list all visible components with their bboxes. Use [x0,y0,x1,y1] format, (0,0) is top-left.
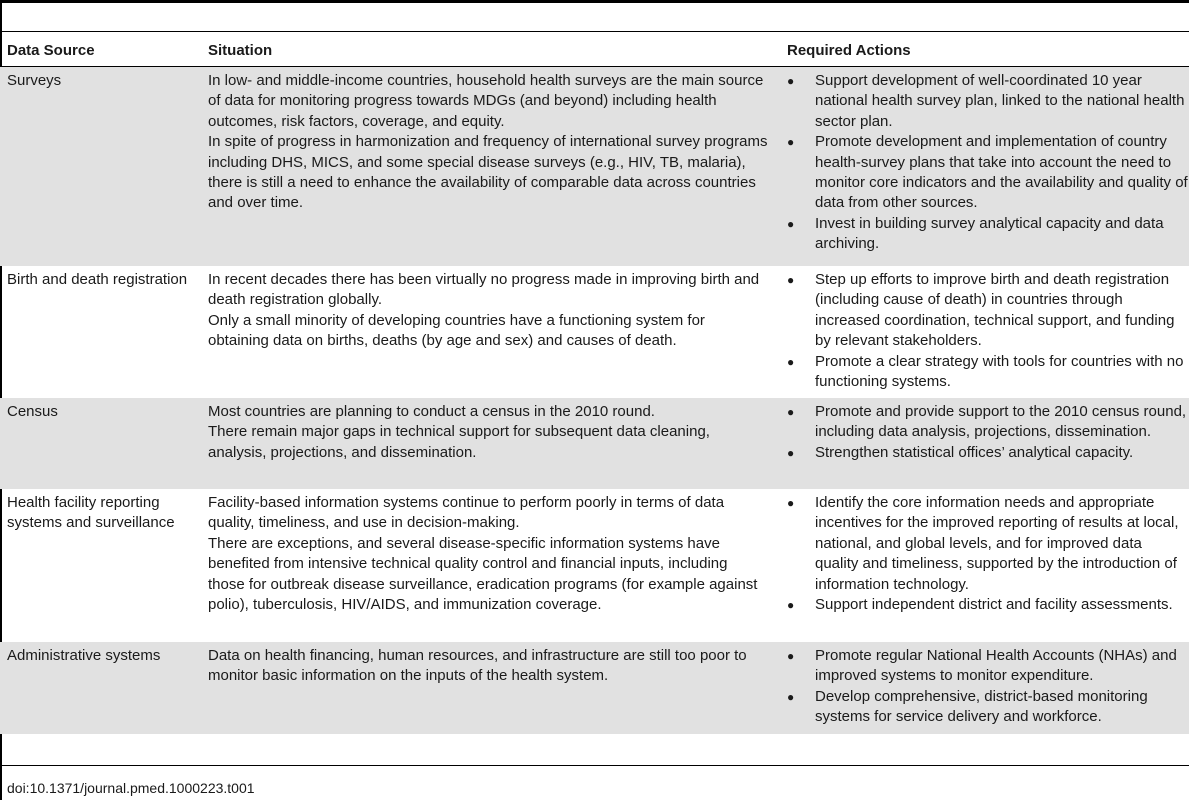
action-text: Identify the core information needs and appropriate incentives for the improved reporting of results at local, national, and global levels, and for improved data quality and timeliness, supported by the introduction of information technology. [815,494,1179,593]
situation-paragraph: There are exceptions, and several disease-specific information systems have benefited from intensive technical quality control and financial inputs, including those for outbreak disease surveillance, eradication programs (for example against polio), tuberculosis, HIV/AIDS, and immunization coverage. [208,534,758,614]
bottom-rule [0,765,1189,766]
action-text: Invest in building survey analytical capacity and data archiving. [815,214,1164,253]
action-item [787,687,1189,728]
bullet-icon: ● [787,689,795,704]
bullet-icon: ● [787,649,795,663]
situation-paragraph: Only a small minority of developing countries have a functioning system for obtaining data on births, deaths (by age and sex) and causes of death. [208,311,705,350]
actions-list [787,493,1189,615]
top-rule [0,0,1189,3]
action-text: Promote a clear strategy with tools for countries with no functioning systems. [815,352,1184,391]
action-item [787,270,1189,352]
action-item [787,352,1189,393]
action-item [787,595,1189,615]
bullet-icon: ● [787,598,795,613]
action-text: Support independent district and facility assessments. [815,596,1173,614]
bullet-icon: ● [787,445,795,460]
actions-list [787,402,1189,463]
data-source-cell: Census [7,403,58,420]
action-item [787,132,1189,214]
action-item [787,214,1189,255]
table-row [0,398,1189,489]
action-item [787,493,1189,595]
data-source-cell: Surveys [7,72,62,89]
data-source-cell: Administrative systems [7,647,161,664]
bullet-icon: ● [787,496,795,510]
required-actions-cell [787,270,1189,392]
data-source-cell: Health facility reporting systems and surveillance [7,494,175,532]
situation-cell [208,493,768,615]
action-item [787,443,1189,463]
bullet-icon: ● [787,74,795,88]
action-text: Develop comprehensive, district-based monitoring systems for service delivery and workforce. [815,687,1148,726]
action-text: Promote regular National Health Accounts (NHAs) and improved systems to monitor expenditure. [815,647,1177,685]
table-row [0,266,1189,398]
actions-list [787,270,1189,392]
situation-paragraph: Most countries are planning to conduct a census in the 2010 round. [208,403,655,420]
bullet-icon: ● [787,354,795,369]
required-actions-cell [787,402,1189,463]
situation-cell [208,71,768,214]
table-row [0,489,1189,642]
data-source-cell: Birth and death registration [7,271,188,288]
action-item [787,646,1189,687]
action-text: Promote development and implementation of country health-survey plans that take into account the need to monitor core indicators and the availability and quality of data from other sources. [815,133,1188,212]
situation-paragraph: Data on health financing, human resources, and infrastructure are still too poor to monitor basic information on the inputs of the health system. [208,647,747,685]
situation-paragraph: Facility-based information systems continue to perform poorly in terms of data quality, timeliness, and use in decision-making. [208,494,725,532]
bullet-icon: ● [787,216,795,231]
situation-cell [208,402,768,463]
action-text: Strengthen statistical offices’ analytical capacity. [815,443,1134,461]
header-required-actions: Required Actions [787,42,911,59]
situation-paragraph: There remain major gaps in technical support for subsequent data cleaning, analysis, projections, and dissemination. [208,423,710,461]
bullet-icon: ● [787,405,795,419]
action-item [787,402,1189,443]
actions-list [787,71,1189,255]
footer-doi[interactable]: doi:10.1371/journal.pmed.1000223.t001 [7,780,255,796]
situation-cell [208,646,768,687]
situation-paragraph: In spite of progress in harmonization and frequency of international survey programs including DHS, MICS, and some special disease surveys (e.g., HIV, TB, malaria), there is still a need to enhance the availability of comparable data across countries and over time. [208,133,768,212]
bullet-icon: ● [787,135,795,150]
required-actions-cell [787,493,1189,615]
action-item [787,71,1189,132]
required-actions-cell [787,71,1189,255]
table-row [0,67,1189,266]
header-situation: Situation [208,42,273,59]
header-rule [0,31,1189,32]
table-row [0,642,1189,734]
situation-paragraph: In recent decades there has been virtually no progress made in improving birth and death registration globally. [208,271,760,309]
situation-cell [208,270,768,352]
action-text: Step up efforts to improve birth and death registration (including cause of death) in countries through increased coordination, technical support, and funding by relevant stakeholders. [815,271,1175,350]
header-data-source: Data Source [7,42,95,59]
action-text: Promote and provide support to the 2010 census round, including data analysis, projections, dissemination. [815,403,1187,441]
bullet-icon: ● [787,273,795,287]
required-actions-cell [787,646,1189,728]
action-text: Support development of well-coordinated 10 year national health survey plan, linked to the national health sector plan. [815,72,1185,130]
actions-list [787,646,1189,728]
situation-paragraph: In low- and middle-income countries, household health surveys are the main source of data for monitoring progress towards MDGs (and beyond) including health outcomes, risk factors, coverage, and equity. [208,72,764,130]
